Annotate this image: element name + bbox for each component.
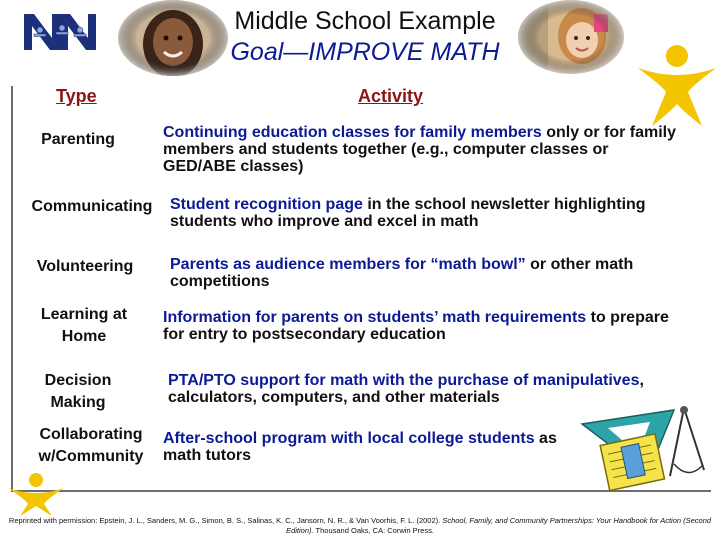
type-parenting: Parenting	[41, 131, 115, 148]
yellow-star-figure-icon	[636, 42, 718, 128]
activity-collaborating-w-community: After-school program with local college students as math tutors	[163, 430, 557, 464]
type-column-header: Type	[56, 86, 97, 106]
citation-footnote: Reprinted with permission: Epstein, J. L., Sanders, M. G., Simon, B. S., Salinas, K. C., Jansorn, N. R., & Van Voorhis, F. L. (2002). School, Family, and Community Partnerships: Your Handbook for Action (Second Edition). Thousand Oaks, CA: Corwin Press.	[8, 516, 712, 535]
math-tools-clipart-icon	[578, 404, 712, 492]
activity-learning-at-home: Information for parents on students’ math requirements to prepare for entry to postsecondary education	[163, 309, 669, 343]
type-collaborating-w-community: Collaborating w/Community	[38, 426, 144, 465]
slide-title	[150, 6, 580, 68]
activity-column-header: Activity	[358, 86, 424, 106]
title-line-2: Goal—IMPROVE MATH	[230, 38, 500, 66]
nnps-logo-icon	[22, 10, 98, 54]
type-volunteering: Volunteering	[36, 258, 134, 275]
title-line-1: Middle School Example	[234, 7, 496, 35]
activity-volunteering: Parents as audience members for “math bowl” or other math competitions	[170, 256, 634, 290]
type-learning-at-home: Learning at Home	[40, 306, 128, 345]
activity-communicating: Student recognition page in the school newsletter highlighting students who improve and excel in math	[170, 196, 646, 230]
small-yellow-star-figure-icon	[6, 472, 66, 516]
type-decision-making: Decision Making	[44, 372, 112, 411]
activity-parenting: Continuing education classes for family members only or for family members and students together (e.g., computer classes or GED/ABE classes)	[163, 124, 677, 175]
type-communicating: Communicating	[31, 198, 153, 215]
activity-decision-making: PTA/PTO support for math with the purchase of manipulatives, calculators, computers, and other materials	[168, 372, 644, 406]
